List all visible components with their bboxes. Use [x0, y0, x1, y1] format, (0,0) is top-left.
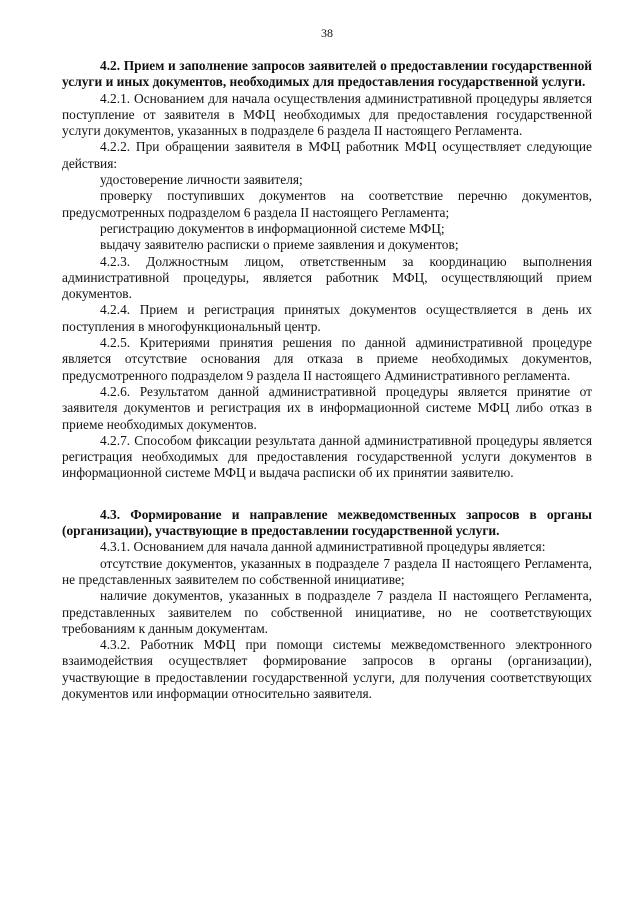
- paragraph-4-2-4: 4.2.4. Прием и регистрация принятых документов осуществляется в день их поступления в многофункциональный центр.: [62, 302, 592, 334]
- section-heading-4-2: 4.2. Прием и заполнение запросов заявителей о предоставлении государственной услуги и иных документов, необходимых для предоставления государственной услуги.: [62, 58, 592, 90]
- paragraph-4-3-2: 4.3.2. Работник МФЦ при помощи системы межведомственного электронного взаимодействия осуществляет формирование запросов в органы (организации), участвующие в предоставлении государственной услуги, для получения соответствующих документов или информации относительно заявителя.: [62, 637, 592, 701]
- paragraph-4-3-1: 4.3.1. Основанием для начала данной административной процедуры является:: [100, 539, 546, 555]
- paragraph-4-2-6: 4.2.6. Результатом данной административной процедуры является принятие от заявителя документов и регистрация их в информационной системе МФЦ либо отказ в приеме необходимых документов.: [62, 383, 592, 432]
- paragraph-4-2-2: 4.2.2. При обращении заявителя в МФЦ работник МФЦ осуществляет следующие действия:: [62, 139, 592, 171]
- section-heading-4-3: 4.3. Формирование и направление межведомственных запросов в органы (организации), участвующие в предоставлении государственной услуги.: [62, 506, 592, 539]
- list-item-identity-check: удостоверение личности заявителя;: [100, 172, 303, 188]
- section-spacer: [62, 482, 592, 507]
- list-item-noncompliant-documents: наличие документов, указанных в подразделе 7 раздела II настоящего Регламента, представленных заявителем по собственной инициативе, но не соответствующих требованиям к данным документам.: [62, 588, 592, 636]
- paragraph-4-2-3: 4.2.3. Должностным лицом, ответственным за координацию выполнения административной процедуры, является работник МФЦ, осуществляющий прием документов.: [62, 253, 592, 302]
- paragraph-4-2-5: 4.2.5. Критериями принятия решения по данной административной процедуре является отсутствие основания для отказа в приеме необходимых документов, предусмотренного подразделом 9 раздела II настоящего Административного регламента.: [62, 335, 592, 383]
- paragraph-4-2-1: 4.2.1. Основанием для начала осуществления административной процедуры является поступление от заявителя в МФЦ необходимых для предоставления государственной услуги документов, указанных в подразделе 6 раздела II настоящего Регламента.: [62, 90, 592, 139]
- page-number: 38: [321, 26, 333, 40]
- document-page: [62, 26, 592, 702]
- list-item-absent-documents: отсутствие документов, указанных в подразделе 7 раздела II настоящего Регламента, не представленных заявителем по собственной инициативе;: [62, 555, 592, 587]
- paragraph-4-2-7: 4.2.7. Способом фиксации результата данной административной процедуры является регистрация необходимых для предоставления государственной услуги документов в информационной системе МФЦ и выдача расписки об их принятии заявителю.: [62, 432, 592, 481]
- list-item-registration: регистрацию документов в информационной системе МФЦ;: [100, 220, 445, 236]
- list-item-receipt: выдачу заявителю расписки о приеме заявления и документов;: [100, 237, 459, 253]
- list-item-document-check: проверку поступивших документов на соответствие перечню документов, предусмотренных подразделом 6 раздела II настоящего Регламента;: [62, 188, 592, 220]
